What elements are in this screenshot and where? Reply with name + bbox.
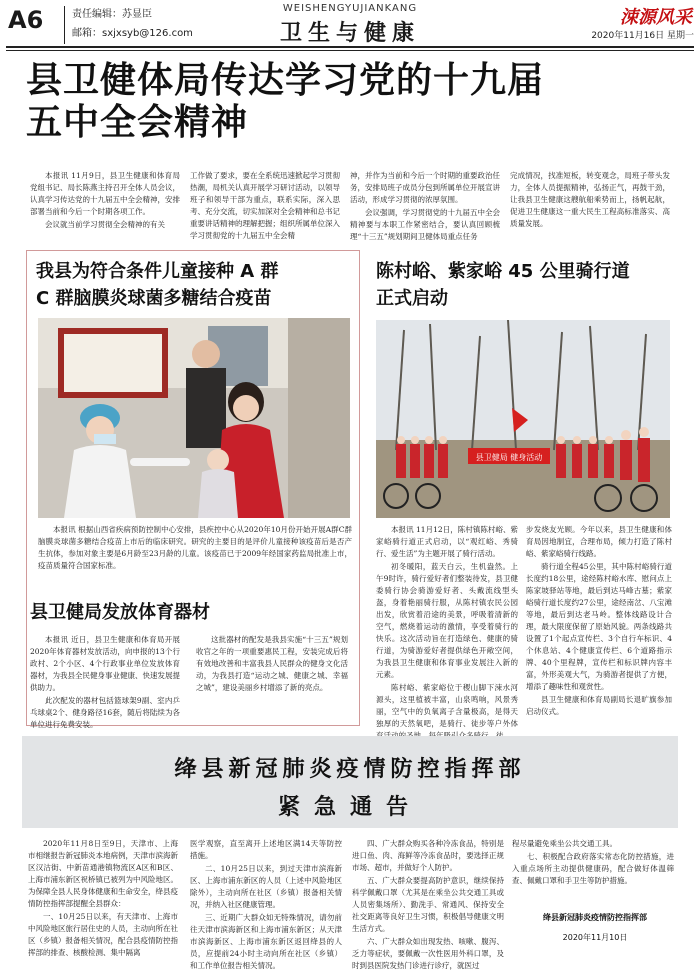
notice-col1: [28, 838, 178, 960]
paper-brand: 涑源风采: [620, 7, 692, 28]
article4-col2: [526, 524, 672, 719]
article1-col3: [350, 170, 500, 244]
article4-col1: [376, 524, 518, 743]
vaccine-caption: [38, 524, 352, 573]
article3-col1: [30, 634, 180, 732]
headline-line-2: 正式启动: [376, 288, 448, 309]
notice-date: 2020年11月10日: [562, 933, 628, 942]
article1-col4: [510, 170, 670, 231]
paragraph: 2020年11月8日至9日，天津市、上海市相继报告新冠肺炎本地病例，天津市滨海新区汉沽街、中新苗通港镇物流区A区和B区、上海市浦东新区祝桥镇已被列为中风险地区。为保障全县人民身体健康和生命安全，绛县疫情防控指挥部提醒全县群众：: [28, 839, 178, 908]
paragraph: 七、积极配合政府落实常态化防控措施，进入重点场所主动提供健康码，配合做好体温筛查、佩戴口罩和手卫生等防护措施。: [512, 852, 674, 885]
article1-col2: [190, 170, 340, 243]
header-vertical-divider: [64, 6, 65, 44]
paragraph: 四、广大群众购买各种冷冻食品，特别是进口鱼、肉、海鲜等冷冻食品时，要选择正规市场、超市，并做好个人防护。: [352, 839, 504, 872]
paragraph: 程尽量避免乘坐公共交通工具。: [512, 839, 617, 848]
paragraph: 本报讯 近日，县卫生健康和体育局开展2020年体育器材发放活动，向申报的13个行政村、2个小区、4个行政事业单位发放体育器材，为我县全民健身事业健康、快速发展提供助力。: [30, 635, 180, 692]
paragraph: 会议就当前学习贯彻全会精神的有关: [45, 220, 165, 229]
notice-subtitle: 紧急通告: [277, 794, 422, 820]
page-number: A6: [8, 6, 44, 34]
editor-email: 邮箱：sxjxsyb@126.com: [72, 28, 193, 39]
paragraph: 会议强调，学习贯彻党的十九届五中全会精神要与本职工作紧密结合，要认真回顾梳理“十三五”规划期间卫健体局重点任务: [350, 208, 500, 241]
headline-sports-equipment: 县卫健局发放体育器材: [30, 602, 210, 623]
paragraph: 五、广大群众要提高防护意识，继续保持科学佩戴口罩（尤其是在乘坐公共交通工具或人员密集场所）、勤洗手、常通风、保持安全社交距离等良好卫生习惯，积极倡导健康文明生活方式。: [352, 876, 504, 933]
headline-party-study: [26, 60, 686, 144]
notice-signature: 绛县新冠肺炎疫情防控指挥部: [543, 913, 647, 922]
paragraph: 神，并作为当前和今后一个时期的重要政治任务，安排局班子成员分包到所属单位开展宣讲活动，形成学习贯彻的浓厚氛围。: [350, 171, 500, 204]
notice-col3: [352, 838, 504, 973]
paragraph: 步发烧友光顾。今年以来，县卫生健康和体育局因地制宜，合理布局，倾力打造了陈村峪、紫家峪骑行线路。: [526, 525, 672, 558]
vaccination-illustration: [38, 318, 350, 518]
paragraph: 完成情况，找准短板，转变观念，局班子带头发力，全体人员提振精神，弘扬正气，再鼓干劲，让我县卫生健康这艘航船乘势而上，扬帆起航，促进卫生健康这一重大民生工程高标准落实、高质量发展。: [510, 171, 670, 228]
notice-col4: [512, 838, 674, 888]
article1-col1: [30, 170, 180, 232]
cycling-group-photo: [376, 320, 670, 518]
headline-line-2: 五中全会精神: [26, 102, 249, 143]
headline-line-2: C 群脑膜炎球菌多糖结合疫苗: [36, 288, 272, 309]
paragraph: 一、10月25日以来，有天津市、上海市中风险地区旅行居住史的人员，主动向所在社区（乡镇）报备相关情况，配合县疫情防控指挥部的排查、核酸检测、集中隔离: [28, 912, 178, 957]
notice-col2: [190, 838, 342, 973]
paragraph: 六、广大群众如出现发热、咳嗽、腹泻、乏力等症状，要佩戴一次性医用外科口罩，及时到县医院发热门诊进行诊疗，就医过: [352, 937, 504, 970]
banner-text: 县卫健局 健身活动: [475, 453, 543, 462]
headline-line-1: 我县为符合条件儿童接种 A 群: [36, 261, 279, 282]
cycling-illustration: [376, 320, 670, 518]
header-rule-thin: [6, 50, 694, 51]
vaccination-photo: [38, 318, 350, 518]
section-pinyin: WEISHENGYUJIANKANG: [282, 3, 418, 14]
editor-credit: 责任编辑：苏显臣: [72, 9, 152, 20]
issue-date: 2020年11月16日 星期一: [591, 31, 694, 41]
paragraph: 本报讯 根据山西省疾病预防控制中心安排，县疾控中心从2020年10月份开始开展A群C群脑膜炎球菌多糖结合疫苗上市后的临床研究。研究的主要目的是评价儿童接种该疫苗后是否产生抗体，参加对象主要是6月龄至23月龄的儿童。该疫苗已于2009年经国家药监局批准上市，疫苗质量符合国家标准。: [38, 525, 352, 570]
paragraph: 这批器材的配发是我县实施“十三五”规划收官之年的一项重要惠民工程，安装完成后将有效地改善和丰富我县人民群众的健身文化活动，为我县打造“运动之城、健康之城、幸福之城”，建设美丽乡村增添了新的亮点。: [196, 635, 348, 692]
paragraph: 医学观察，直至离开上述地区满14天等防控措施。: [190, 839, 342, 860]
headline-vaccine: [36, 258, 366, 312]
header-rule-thick: [6, 46, 694, 48]
paragraph: 二、10月25日以来，到过天津市滨海新区、上海市浦东新区的人员（上述中风险地区除外），主动向所在社区（乡镇）报备相关情况，并纳入社区健康管理。: [190, 864, 342, 909]
headline-line-1: 县卫健体局传达学习党的十九届: [26, 60, 545, 101]
paragraph: 本报讯 11月12日，陈村镇陈村峪、紫家峪骑行道正式启动，以“观红峪、秀骑行、爱生活”为主题开展了骑行活动。: [376, 525, 518, 558]
section-title: 卫生与健康: [279, 20, 420, 46]
paragraph: 县卫生健康和体育局副局长退旷旗参加启动仪式。: [526, 695, 672, 716]
paragraph: 本报讯 11月9日，县卫生健康和体育局党组书记、局长陈燕主持召开全体人员会议，认真学习传达党的十九届五中全会精神，安排部署当前和今后一个时期各项工作。: [30, 171, 180, 216]
paragraph: 工作做了要求，要在全系统迅速掀起学习贯彻热潮，局机关认真开展学习研讨活动，以领导班子和领导干部为重点，联系实际，深入思考、充分交流，切实加深对全会精神和总书记重要讲话精神的理解把握；组织所属单位深入学习贯彻党的十九届五中全会精: [190, 171, 340, 240]
notice-title: 绛县新冠肺炎疫情防控指挥部: [174, 756, 526, 782]
paragraph: 陈村峪、紫家峪位于稷山脚下涑水河源头，这里植被丰富，山泉鸣响，风景秀丽，空气中的负氧离子含量极高，是得天独厚的天然氧吧，是骑行、徒步等户外体: [376, 683, 518, 728]
paragraph: 骑行道全程45公里，其中陈村峪骑行道长度约18公里，途经陈村峪水库、慰问点上陈家坡驿站等地，最后到达马峰古墓；紫家峪骑行道长度约27公里，途经南岔、八宝滩等地，最后到达老马岭。整体线路设计合理，最大限度保留了原始风貌。两条线路共设置了1个起点宣传栏、3个自行车标识、4个休息站、4个健康宣传栏、6个道路指示牌、40个里程牌，宣传栏和标识牌内容丰富，外形美观大气，为骑游者提供了方便，增添了趣味性和观赏性。: [526, 562, 672, 691]
headline-bike-trail: [376, 258, 676, 312]
article3-col2: [196, 634, 348, 695]
paragraph: 初冬暖阳，蓝天白云，生机盎然。上午9时许，骑行爱好者们整装待发，县卫健委骑行协会骑游爱好者、头戴流线型头盔，身着艳丽骑行服，从陈村镇农民公园出发，欣赏着沿途的美景，呼吸着清新的空气，燃烧着运动的激情，享受着骑行的快乐。这次活动旨在打造绿色、健康的骑行道，为骑游爱好者提供绿色开敞空间，为我县卫生健康和体育事业发展注入新的元素。: [376, 562, 518, 679]
paragraph: 此次配发的器材包括篮球架9副、室内乒乓球桌2个、健身路径16套，随后将陆续为各单位进行免费安装。: [30, 696, 180, 729]
headline-line-1: 陈村峪、紫家峪 45 公里骑行道: [376, 261, 630, 282]
paragraph: 三、近期广大群众如无特殊情况，请勿前往天津市滨海新区和上海市浦东新区；从天津市滨海新区、上海市浦东新区返回绛县的人员，应提前24小时主动向所在社区（乡镇）和工作单位报告相关情况。: [190, 913, 342, 970]
